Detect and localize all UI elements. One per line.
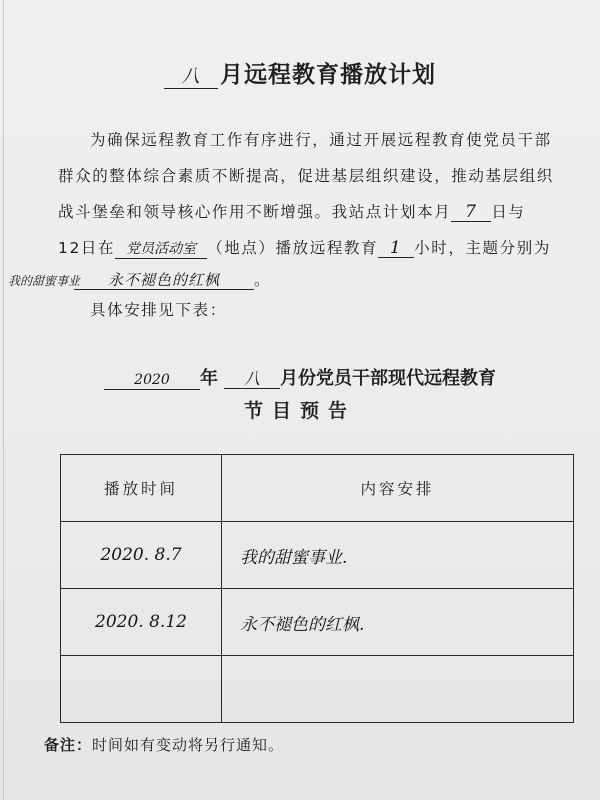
see-table-text: 具体安排见下表： <box>90 301 227 319</box>
row-1-content: 我的甜蜜事业. <box>222 522 574 589</box>
table-row <box>61 589 574 656</box>
program-title-rest: 月份党员干部现代远程教育 <box>280 368 496 389</box>
program-subtitle: 节目预告 <box>243 400 356 422</box>
header-content: 内容安排 <box>222 455 574 522</box>
intro-line-3 <box>58 200 578 222</box>
footer-note <box>44 734 284 755</box>
schedule-table <box>60 454 574 723</box>
intro-line-4 <box>58 236 578 259</box>
year-blank: 2020 <box>104 371 200 390</box>
location-blank: 党员活动室 <box>115 240 207 259</box>
table-row <box>61 656 574 723</box>
intro-line-2: 群众的整体综合素质不断提高，促进基层组织建设，推动基层组织 <box>58 167 554 185</box>
year-label: 年 <box>200 368 218 389</box>
page-title <box>0 56 600 89</box>
intro-line-3-text: 战斗堡垒和领导核心作用不断增强。我站点计划本月 <box>58 203 452 221</box>
topic-1-handwritten: 我的甜蜜事业 <box>8 274 81 288</box>
intro-line-1: 为确保远程教育工作有序进行，通过开展远程教育使党员干部 <box>90 131 552 149</box>
intro-line-4-suffix: 小时，主题分别为 <box>414 239 551 257</box>
program-month-blank: 八 <box>224 370 280 389</box>
title-text: 月远程教育播放计划 <box>220 62 436 88</box>
header-time: 播放时间 <box>61 455 222 522</box>
note-text: 时间如有变动将另行通知。 <box>92 736 285 754</box>
intro-line-3-suffix: 日与 <box>491 203 526 221</box>
day-blank: 7 <box>451 203 491 222</box>
row-3-content <box>222 656 574 723</box>
row-2-time: 2020. 8.12 <box>61 589 222 656</box>
note-label: 备注： <box>44 736 93 754</box>
intro-line-5 <box>8 268 528 290</box>
hours-blank: 1 <box>378 239 414 258</box>
intro-line-4-prefix: 12日在 <box>58 239 116 257</box>
intro-line-4-mid: （地点）播放远程教育 <box>207 239 379 257</box>
row-1-time: 2020. 8.7 <box>61 522 222 589</box>
table-header-row <box>61 455 574 522</box>
row-2-content: 永不褪色的红枫. <box>222 589 574 656</box>
row-3-time <box>61 656 222 723</box>
intro-line-5-end: 。 <box>254 271 272 289</box>
title-month-blank: 八 <box>164 66 218 89</box>
topic-2-blank: 永不褪色的红枫 <box>74 271 254 290</box>
program-title <box>0 364 600 390</box>
table-row <box>61 522 574 589</box>
